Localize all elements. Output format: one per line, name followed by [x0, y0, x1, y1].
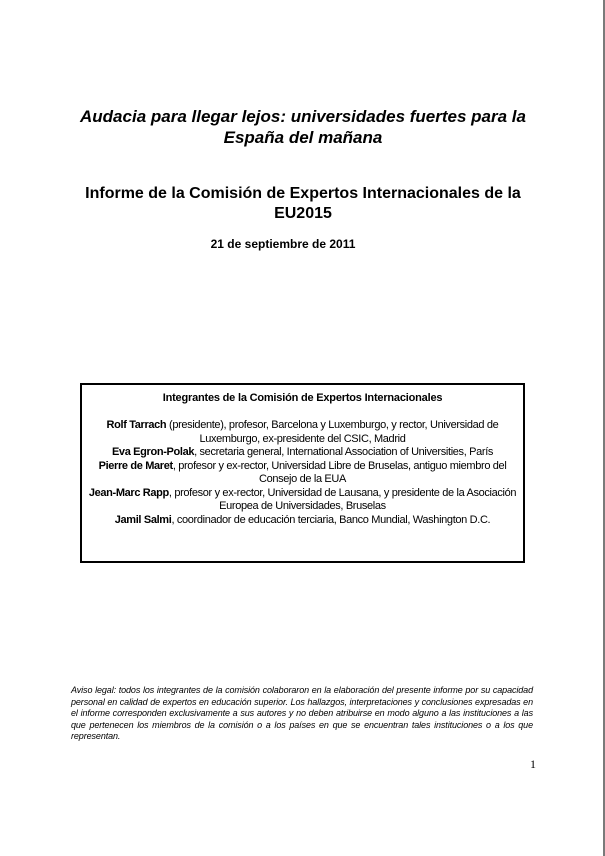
member-name: Rolf Tarrach: [106, 419, 167, 431]
page-number: 1: [530, 757, 536, 771]
document-title: Audacia para llegar lejos: universidades fuertes para la España del mañana: [80, 107, 526, 147]
commission-member: [88, 446, 517, 460]
commission-members-box: [80, 383, 525, 563]
legal-disclaimer: Aviso legal: todos los integrantes de la comisión colaboraron en la elaboración del presente informe por su capacidad personal en calidad de expertos en educación superior. Los hallazgos, interpretaciones y conclusiones expresadas en el informe corresponden exclusivamente a sus autores y no deben atribuirse en modo alguno a las instituciones a las que pertenecen los miembros de la comisión o a los países en que se encuentran tales instituciones o a los que representan.: [71, 685, 533, 741]
commission-member: [88, 514, 517, 528]
member-name: Jean-Marc Rapp: [88, 486, 169, 499]
document-subtitle: Informe de la Comisión de Expertos Internacionales de la EU2015: [85, 185, 521, 222]
commission-member: [88, 487, 517, 514]
member-description: , profesor y ex-rector, Universidad Libre de Bruselas, antiguo miembro del Consejo de la EUA: [172, 459, 507, 485]
member-description: (presidente), profesor, Barcelona y Luxemburgo, y rector, Universidad de Luxemburgo, ex-presidente del CSIC, Madrid: [166, 419, 499, 445]
commission-member-list: [82, 419, 523, 527]
member-description: , secretaria general, International Association of Universities, París: [194, 446, 494, 458]
commission-member: [88, 419, 517, 446]
member-name: Jamil Salmi: [114, 513, 172, 526]
member-name: Eva Egron-Polak: [111, 446, 195, 458]
commission-member: [88, 460, 517, 487]
member-description: , profesor y ex-rector, Universidad de Lausana, y presidente de la Asociación Europea de Universidades, Bruselas: [168, 486, 517, 512]
document-date: 21 de septiembre de 2011: [210, 237, 356, 251]
member-description: , coordinador de educación terciaria, Banco Mundial, Washington D.C.: [171, 513, 491, 526]
member-name: Pierre de Maret: [98, 459, 173, 472]
commission-heading: Integrantes de la Comisión de Expertos Internacionales: [162, 392, 443, 404]
